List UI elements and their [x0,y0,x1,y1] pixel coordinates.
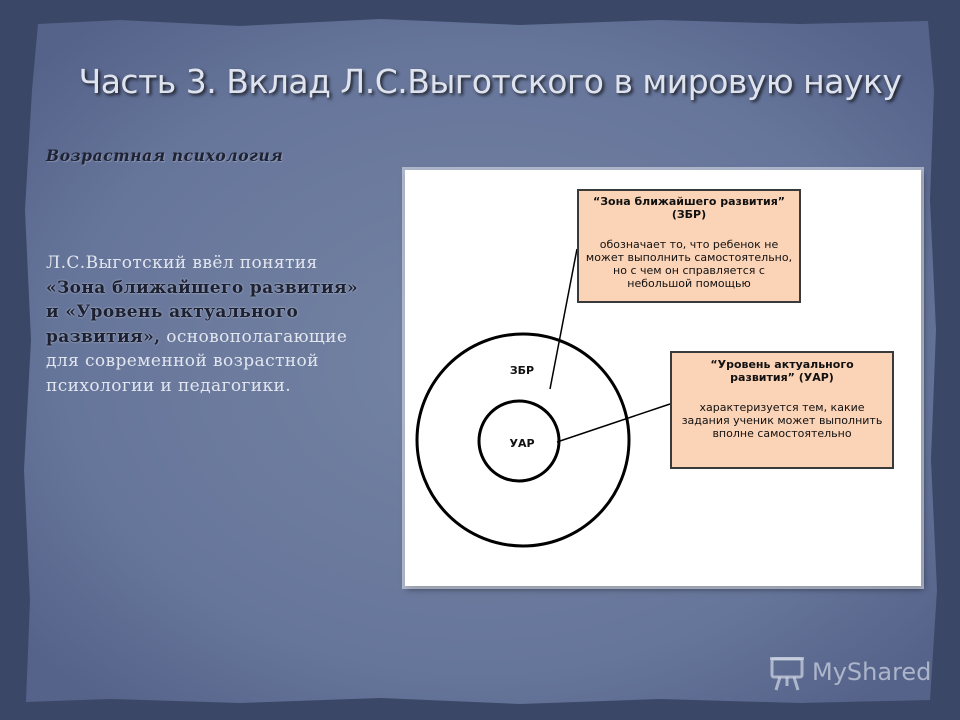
callout-uar [670,351,894,469]
connector-line-uar [557,404,670,442]
body-bold-terms: «Зона ближайшего развития» и «Уровень актуального развития», [46,277,358,347]
section-subtitle: Возрастная психология [46,146,284,165]
inner-circle-label: УАР [509,437,535,450]
callout-zbr [577,189,801,303]
callout-zbr-text: обозначает то, что ребенок не может выполнить самостоятельно, но с чем он справляется с небольшой помощью [585,238,793,290]
presentation-board-icon [768,656,806,692]
body-intro: Л.С.Выготский ввёл понятия [46,253,318,273]
watermark-brand: MyShared [812,658,932,686]
myshared-watermark [768,654,940,694]
connector-line-zbr [550,249,577,389]
body-outro: основополагающие для современной возрастной психологии и педагогики. [46,326,348,396]
diagram-figure [405,170,921,586]
body-paragraph [46,251,366,398]
callout-uar-text: характеризуется тем, какие задания ученик может выполнить вполне самостоятельно [681,401,883,440]
slide-title: Часть 3. Вклад Л.С.Выготского в мировую науку [78,62,902,101]
callout-zbr-heading: “Зона ближайшего развития” (ЗБР) [593,195,785,221]
outer-circle-label: ЗБР [509,364,535,377]
callout-uar-heading: “Уровень актуального развития” (УАР) [710,358,854,384]
